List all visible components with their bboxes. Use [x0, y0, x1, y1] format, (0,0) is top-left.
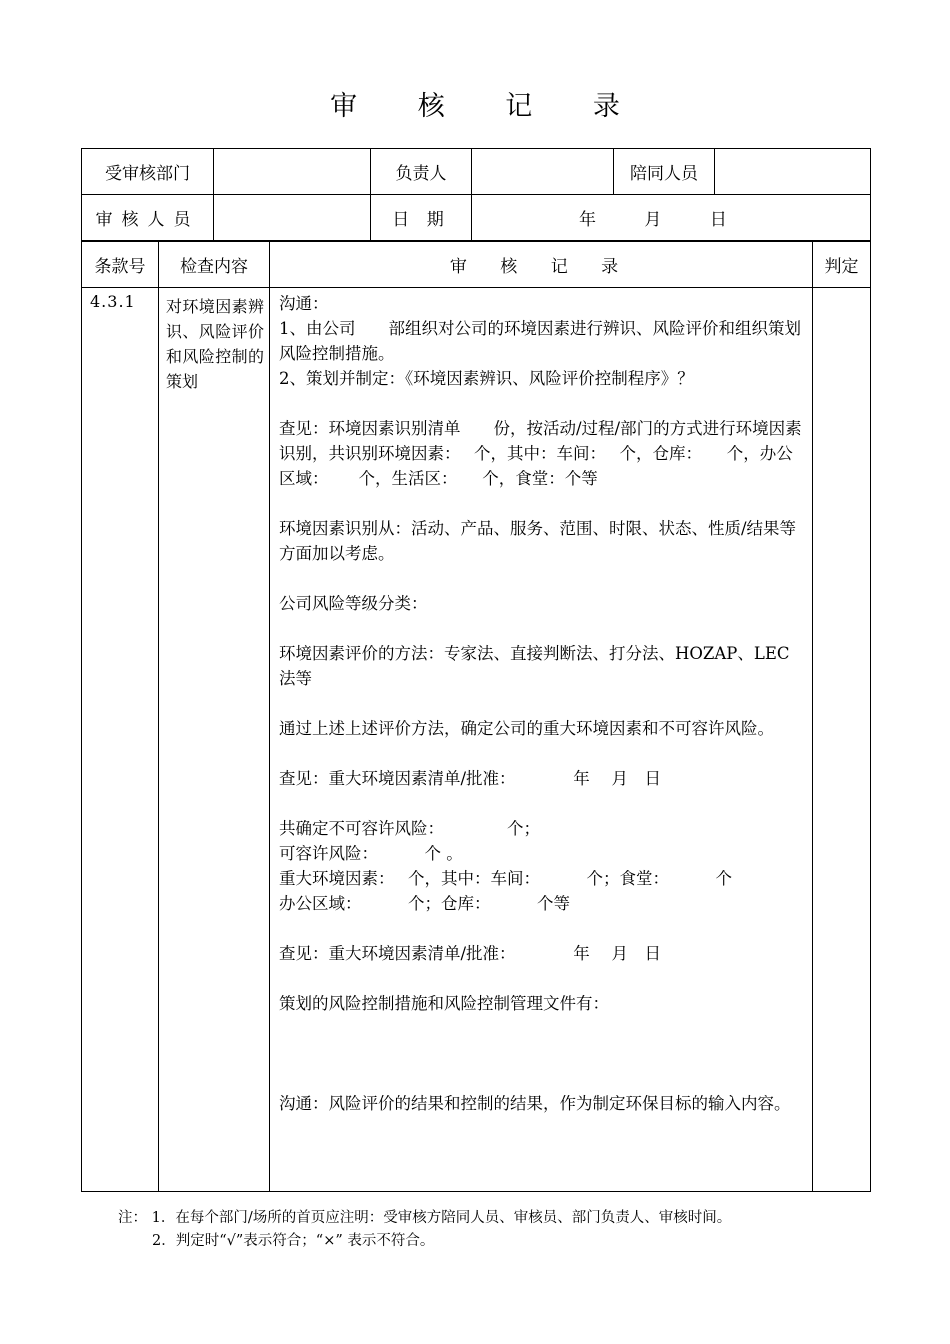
- record-line: 查见：重大环境因素清单/批准： 年 月 日: [279, 769, 662, 788]
- judgment-column-header: 判定: [813, 242, 871, 288]
- blank-line: [279, 966, 806, 991]
- record-line: 可容许风险： 个 。: [279, 844, 463, 863]
- accompany-label: 陪同人员: [614, 149, 715, 195]
- audit-record-content[interactable]: [270, 288, 813, 1192]
- record-column-header: 审 核 记 录: [270, 242, 813, 288]
- audited-dept-field[interactable]: [214, 149, 371, 195]
- record-line: 公司风险等级分类：: [279, 594, 428, 613]
- blank-line: [279, 391, 806, 416]
- content-column-header: 检查内容: [159, 242, 270, 288]
- blank-line: [279, 791, 806, 816]
- judgment-cell[interactable]: [813, 288, 871, 1192]
- check-content: 对环境因素辨识、风险评价和风险控制的策划: [159, 288, 270, 1192]
- record-line: 沟通：风险评价的结果和控制的结果，作为制定环保目标的输入内容。: [279, 1094, 791, 1113]
- auditor-field[interactable]: [214, 195, 371, 241]
- blank-line: [279, 741, 806, 766]
- footnote-2: 2．判定时“√”表示符合；“×” 表示不符合。: [152, 1233, 435, 1249]
- header-table: [81, 148, 871, 241]
- blank-line: [279, 691, 806, 716]
- clause-column-header: 条款号: [82, 242, 159, 288]
- record-line: 沟通：: [279, 294, 329, 313]
- blank-line: [279, 566, 806, 591]
- date-field[interactable]: [472, 195, 871, 241]
- record-line: 环境因素评价的方法：专家法、直接判断法、打分法、HOZAP、LEC法等: [279, 644, 790, 688]
- audited-dept-label: 受审核部门: [82, 149, 214, 195]
- record-line: 2、策划并制定：《环境因素辨识、风险评价控制程序》？: [279, 369, 694, 388]
- record-line: 重大环境因素： 个，其中：车间： 个；食堂： 个: [279, 869, 732, 888]
- record-line: 策划的风险控制措施和风险控制管理文件有：: [279, 994, 609, 1013]
- table-row: [82, 288, 871, 1192]
- record-line: 1、由公司 部组织对公司的环境因素进行辨识、风险评价和组织策划风险控制措施。: [279, 319, 801, 363]
- audit-record-table: [81, 241, 871, 1192]
- responsible-field[interactable]: [472, 149, 614, 195]
- auditor-label: 审核人员: [82, 195, 214, 241]
- record-line: 办公区域： 个；仓库： 个等: [279, 894, 570, 913]
- blank-line: [279, 916, 806, 941]
- record-line: 共确定不可容许风险： 个；: [279, 819, 540, 838]
- blank-line: [279, 1066, 806, 1091]
- footnote-1: 注： 1．在每个部门/场所的首页应注明：受审核方陪同人员、审核员、部门负责人、审核时间。: [118, 1210, 732, 1226]
- header-row-2: [82, 195, 871, 241]
- clause-number: 4.3.1: [82, 288, 159, 1192]
- column-header-row: [82, 242, 871, 288]
- blank-line: [279, 1041, 806, 1066]
- blank-line: [279, 491, 806, 516]
- record-line: 查见：重大环境因素清单/批准： 年 月 日: [279, 944, 662, 963]
- record-line: 环境因素识别从：活动、产品、服务、范围、时限、状态、性质/结果等方面加以考虑。: [279, 519, 797, 563]
- date-day: 日: [709, 210, 727, 230]
- date-label: 日 期: [371, 195, 472, 241]
- record-line: 查见：环境因素识别清单 份，按活动/过程/部门的方式进行环境因素识别，共识别环境因素： 个，其中：车间： 个，仓库： 个，办公区域： 个，生活区： 个，食堂：个等: [279, 419, 802, 488]
- date-year: 年: [579, 210, 596, 230]
- accompany-field[interactable]: [715, 149, 871, 195]
- record-line: 通过上述上述评价方法，确定公司的重大环境因素和不可容许风险。: [279, 719, 774, 738]
- footnotes: [118, 1207, 731, 1253]
- responsible-label: 负责人: [371, 149, 472, 195]
- page-title: 审 核 记 录: [330, 91, 646, 122]
- date-month: 月: [644, 210, 662, 230]
- header-row-1: [82, 149, 871, 195]
- blank-line: [279, 616, 806, 641]
- blank-line: [279, 1016, 806, 1041]
